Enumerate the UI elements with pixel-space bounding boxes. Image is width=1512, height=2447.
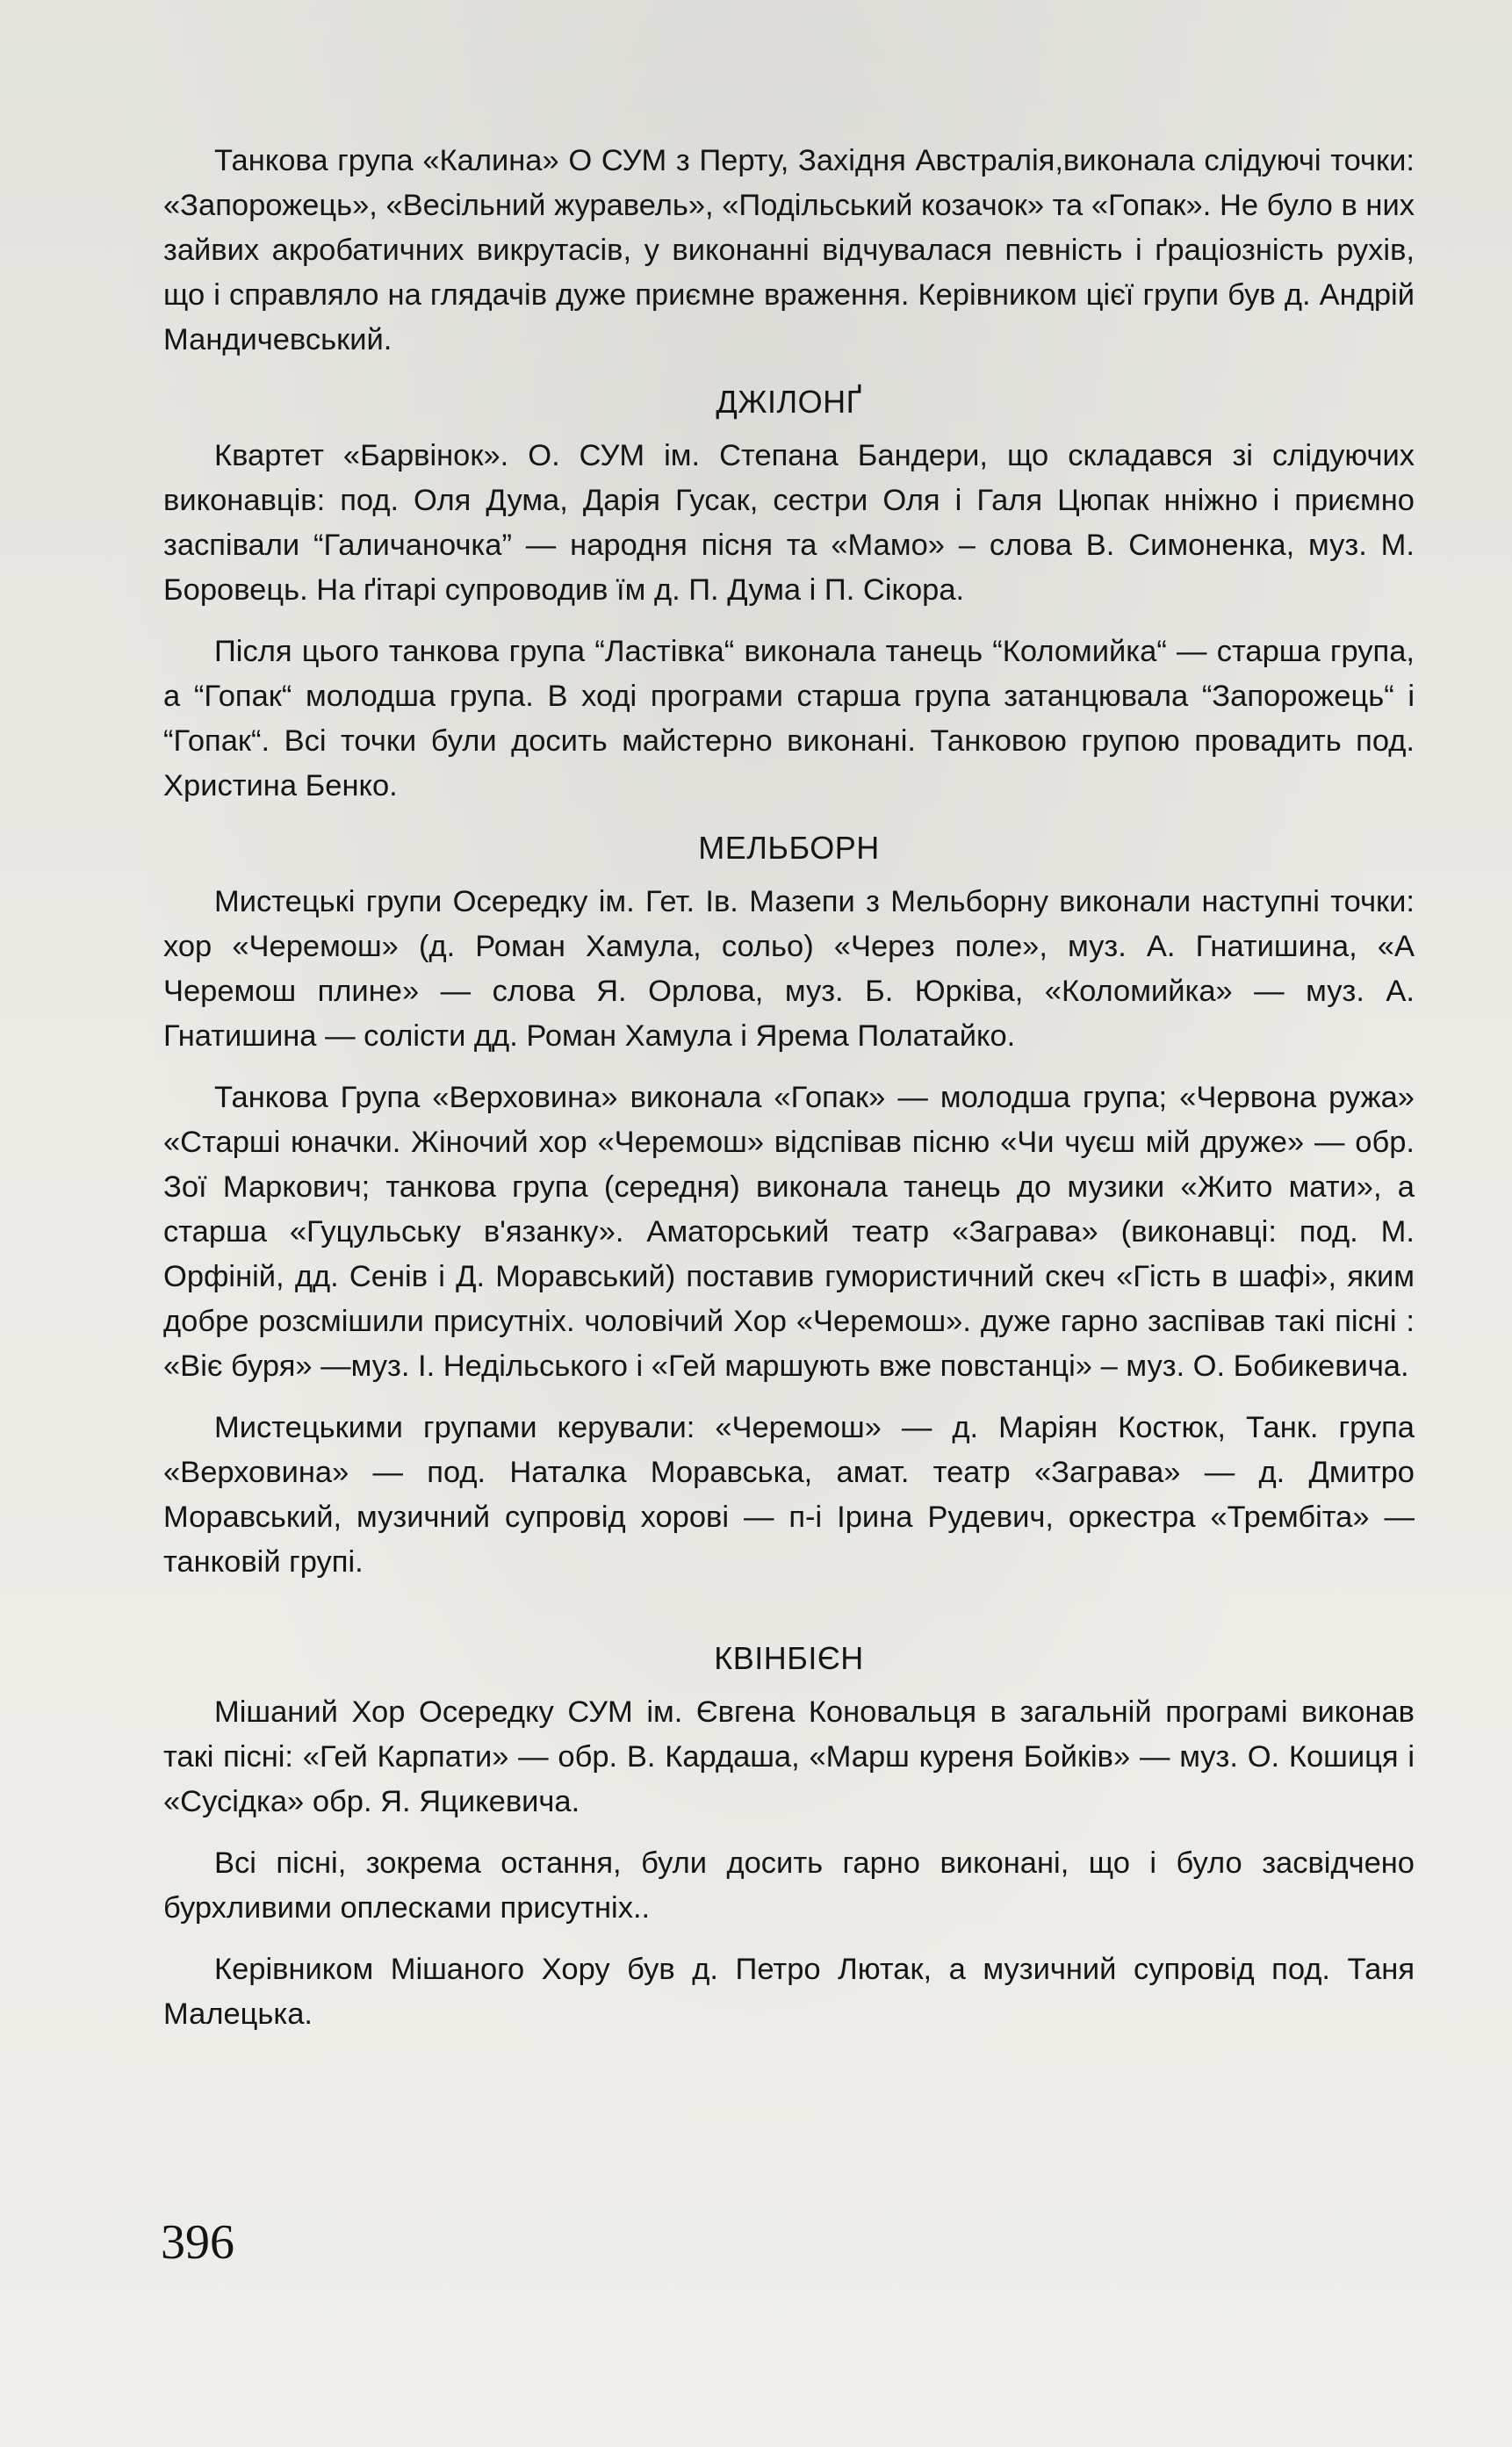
- paragraph-perth-1: Танкова група «Калина» О СУМ з Перту, Західня Австралія,виконала слідуючі точки: «Запорожець», «Весільний журавель», «Подільський козачок» та «Гопак». Не було в них зайвих акробатичних викрутасів, у виконанні відчувалася певність і ґраціозність рухів, що і справляло на глядачів дуже приємне враження. Керівником цієї групи був д. Андрій Мандичевський.: [163, 144, 1415, 356]
- page-number: 396: [161, 2215, 234, 2270]
- section-heading-geelong: ДЖІЛОНҐ: [716, 384, 862, 420]
- article-body: [163, 139, 1415, 2054]
- paragraph-queanbeyan-2: Всі пісні, зокрема остання, були досить гарно виконані, що і було засвідчено бурхливими оплесками присутніх..: [163, 1846, 1415, 1925]
- paragraph-melbourne-2: Танкова Група «Верховина» виконала «Гопак» — молодша група; «Червона ружа» «Старші юначки. Жіночий хор «Черемош» відспівав пісню «Чи чуєш мій друже» — обр. Зої Маркович; танкова група (середня) виконала танець до музики «Жито мати», а старша «Гуцульську в'язанку». Аматорський театр «Заграва» (виконавці: под. М. Орфіній, дд. Сенів і Д. Моравський) поставив гумористичний скеч «Гість в шафі», яким добре розсмішили присутніх. чоловічий Хор «Черемош». дуже гарно заспівав такі пісні : «Віє буря» —муз. І. Недільського і «Гей маршують вже повстанці» – муз. О. Бобикевича.: [163, 1081, 1415, 1383]
- paragraph-melbourne-3: Мистецькими групами керували: «Черемош» — д. Маріян Костюк, Танк. група «Верховина» — под. Наталка Моравська, амат. театр «Заграва» — д. Дмитро Моравський, музичний супровід хорові — п-і Ірина Рудевич, оркестра «Трембіта» — танковій групі.: [163, 1411, 1415, 1579]
- section-heading-melbourne: МЕЛЬБОРН: [698, 830, 880, 866]
- paragraph-queanbeyan-3: Керівником Мішаного Хору був д. Петро Лютак, а музичний супровід под. Таня Малецька.: [163, 1953, 1415, 2031]
- section-heading-queanbeyan: КВІНБІЄН: [714, 1640, 864, 1676]
- paragraph-geelong-1: Квартет «Барвінок». О. СУМ ім. Степана Бандери, що складався зі слідуючих виконавців: под. Оля Дума, Дарія Гусак, сестри Оля і Галя Цюпак нніжно і приємно заспівали “Галичаночка” — народня пісня та «Мамо» – слова В. Симоненка, муз. М. Боровець. На ґітарі супроводив їм д. П. Дума і П. Сікора.: [163, 439, 1415, 607]
- paragraph-queanbeyan-1: Мішаний Хор Осередку СУМ ім. Євгена Коновальця в загальній програмі виконав такі пісні: «Гей Карпати» — обр. В. Кардаша, «Марш куреня Бойків» — муз. О. Кошиця і «Сусідка» обр. Я. Яцикевича.: [163, 1695, 1415, 1818]
- paragraph-melbourne-1: Мистецькі групи Осередку ім. Гет. Ів. Мазепи з Мельборну виконали наступні точки: хор «Черемош» (д. Роман Хамула, сольо) «Через поле», муз. А. Гнатишина, «А Черемош плине» — слова Я. Орлова, муз. Б. Юрківа, «Коломийка» — муз. А. Гнатишина — солісти дд. Роман Хамула і Ярема Полатайко.: [163, 885, 1415, 1053]
- paragraph-geelong-2: Після цього танкова група “Ластівка“ виконала танець “Коломийка“ — старша група, а “Гопак“ молодша група. В ході програми старша група затанцювала “Запорожець“ і “Гопак“. Всі точки були досить майстерно виконані. Танковою групою провадить под. Христина Бенко.: [163, 635, 1415, 802]
